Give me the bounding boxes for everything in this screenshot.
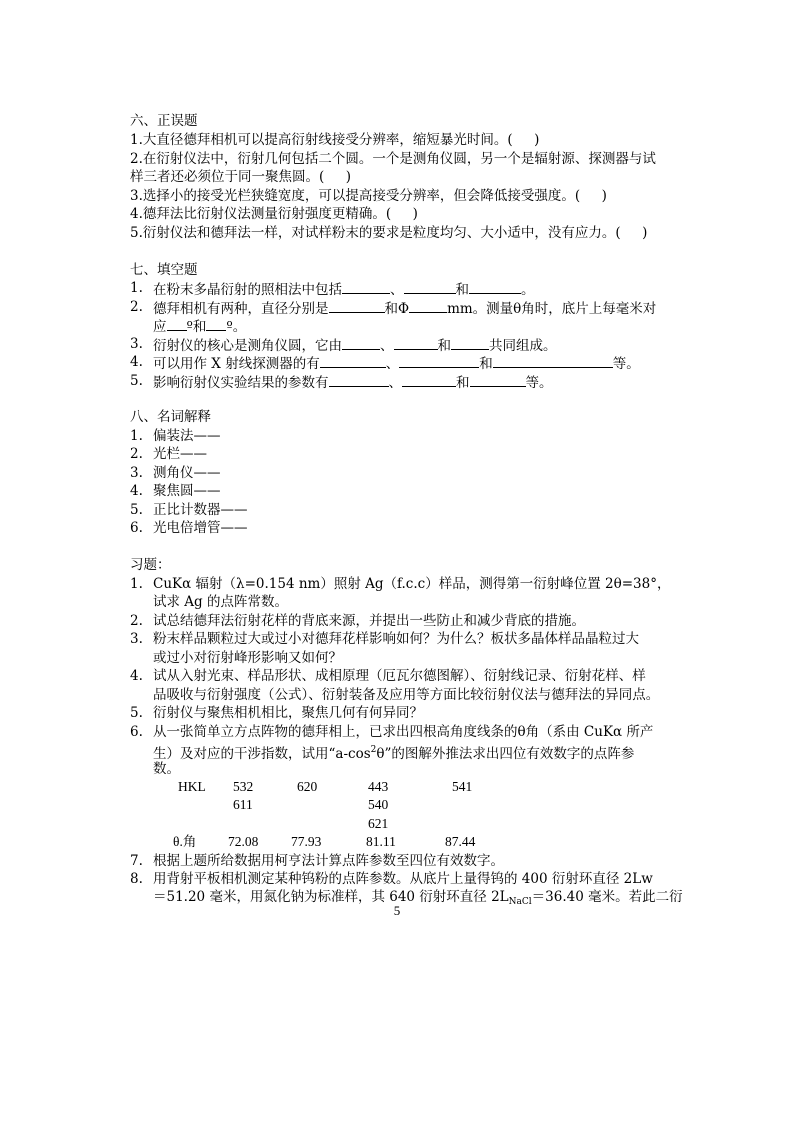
s7-q2-number: 2.	[130, 299, 143, 315]
ex-4-line-2: 品吸收与衍射强度（公式）、衍射装备及应用等方面比较衍射仪法与德拜法的异同点。	[153, 687, 660, 703]
ex-number: 4.	[130, 668, 143, 684]
s8-item-number: 4.	[130, 483, 143, 499]
blank[interactable]	[451, 335, 489, 350]
blank[interactable]	[329, 372, 389, 387]
blank[interactable]	[470, 372, 526, 387]
table-theta-value: 81.11	[366, 834, 396, 849]
blank[interactable]	[320, 353, 386, 368]
s6-question-2-line-1: 2.在衍射仪法中，衍射几何包括二个圆。一个是测角仪圆，另一个是辐射源、探测器与试	[130, 151, 656, 167]
blank[interactable]	[342, 335, 380, 350]
s7-question-3: 衍射仪的核心是测角仪圆，它由 、 和 共同组成。	[153, 335, 557, 355]
s7-question-2-line-1: 德拜相机有两种，直径分别是 和Φ mm。测量θ角时，底片上每毫米对	[153, 298, 656, 318]
ex-number: 1.	[130, 576, 143, 592]
table-cell: 621	[368, 816, 389, 831]
page-number: 5	[393, 903, 401, 918]
ex-3-line-1: 粉末样品颗粒过大或过小对德拜花样影响如何？为什么？板状多晶体样品晶粒过大	[153, 631, 639, 647]
ex-6-line-2: 生）及对应的干涉指数，试用“$a-\cos^2\theta$”的图解外推法求出四位有效数字的点阵参	[153, 745, 635, 762]
blank[interactable]	[404, 279, 456, 294]
ex-3-line-2: 或过小对衍射峰形影响又如何？	[153, 650, 342, 666]
s7-q3-number: 3.	[130, 336, 143, 352]
ex-number: 5.	[130, 705, 143, 721]
ex-8-line-2: ＝51.20 毫米，用氮化钠为标准样，其 640 衍射环直径 $2L_{NaCl}=36.40$ 毫米。若此二衍	[153, 889, 683, 907]
table-cell: 532	[233, 779, 254, 794]
ex-4-line-1: 试从入射光束、样品形状、成相原理（厄瓦尔德图解）、衍射线记录、衍射花样、样	[153, 668, 646, 684]
s6-question-1: 1.大直径德拜相机可以提高衍射线接受分辨率，缩短暴光时间。( )	[130, 132, 540, 148]
s7-q1-number: 1.	[130, 280, 143, 296]
ex-number: 6.	[130, 724, 143, 740]
s7-q5-number: 5.	[130, 373, 143, 389]
ex-5: 衍射仪与聚焦相机相比，聚焦几何有何异同？	[153, 705, 423, 721]
s6-question-4: 4.德拜法比衍射仪法测量衍射强度更精确。( )	[130, 206, 418, 222]
table-theta-value: 72.08	[228, 834, 259, 849]
s7-question-1: 在粉末多晶衍射的照相法中包括 、 和 。	[153, 279, 535, 299]
blank[interactable]	[399, 353, 479, 368]
blank[interactable]	[342, 279, 390, 294]
s6-question-3: 3.选择小的接受光栏狭缝宽度，可以提高接受分辨率，但会降低接受强度。( )	[130, 188, 607, 204]
table-hkl-label: HKL	[178, 779, 206, 794]
ex-1-line-2: 试求 Ag 的点阵常数。	[153, 594, 288, 610]
table-cell: 541	[452, 779, 473, 794]
blank[interactable]	[329, 298, 385, 313]
blank[interactable]	[469, 279, 521, 294]
s7-question-4: 可以用作 X 射线探测器的有 、 和 等。	[153, 353, 640, 373]
s7-question-5: 影响衍射仪实验结果的参数有 、 和 等。	[153, 372, 553, 392]
blank[interactable]	[493, 353, 613, 368]
ex-7: 根据上题所给数据用柯亨法计算点阵参数至四位有效数字。	[153, 853, 504, 869]
s8-term: 光栏——	[153, 446, 207, 462]
s8-item-number: 6.	[130, 520, 143, 536]
blank[interactable]	[394, 335, 438, 350]
table-cell: 540	[368, 797, 389, 812]
s8-item-number: 2.	[130, 446, 143, 462]
ex-number: 7.	[130, 853, 143, 869]
s8-term: 正比计数器——	[153, 502, 248, 518]
blank[interactable]	[206, 316, 226, 331]
ex-6-line-3: 数。	[153, 761, 180, 777]
table-cell: 611	[233, 797, 253, 812]
table-cell: 443	[368, 779, 389, 794]
s8-item-number: 3.	[130, 465, 143, 481]
s8-term: 聚焦圆——	[153, 483, 221, 499]
exercises-title: 习题：	[130, 557, 171, 573]
s6-question-5: 5.衍射仪法和德拜法一样，对试样粉末的要求是粒度均匀、大小适中，没有应力。( )	[130, 225, 648, 241]
ex-8-line-1: 用背射平板相机测定某种钨粉的点阵参数。从底片上量得钨的 400 衍射环直径 2Lw	[153, 871, 653, 887]
s7-question-2-line-2: 应 º和 º。	[153, 316, 246, 336]
blank[interactable]	[409, 298, 447, 313]
blank[interactable]	[167, 316, 187, 331]
table-cell: 620	[297, 779, 318, 794]
s6-question-2-line-2: 样三者还必须位于同一聚焦圆。( )	[130, 169, 351, 185]
ex-number: 2.	[130, 613, 143, 629]
ex-1-line-1: CuKα 辐射（λ=0.154 nm）照射 Ag（f.c.c）样品，测得第一衍射峰位置 2θ=38°，	[153, 576, 671, 592]
s8-term: 光电倍增管——	[153, 520, 248, 536]
s7-q4-number: 4.	[130, 354, 143, 370]
table-theta-value: 87.44	[445, 834, 476, 849]
ex-number: 8.	[130, 871, 143, 887]
ex-number: 3.	[130, 631, 143, 647]
table-theta-label: θ.角	[173, 834, 197, 849]
section-8-title: 八、名词解释	[130, 409, 211, 425]
blank[interactable]	[402, 372, 456, 387]
table-theta-value: 77.93	[291, 834, 322, 849]
s8-item-number: 1.	[130, 428, 143, 444]
s8-term: 测角仪——	[153, 465, 221, 481]
s8-term: 偏装法——	[153, 428, 221, 444]
s8-item-number: 5.	[130, 502, 143, 518]
section-7-title: 七、填空题	[130, 262, 198, 278]
ex-2: 试总结德拜法衍射花样的背底来源，并提出一些防止和减少背底的措施。	[153, 613, 585, 629]
section-6-title: 六、正误题	[130, 113, 198, 129]
ex-6-line-1: 从一张简单立方点阵物的德拜相上，已求出四根高角度线条的θ角（系由 CuKα 所产	[153, 724, 654, 740]
